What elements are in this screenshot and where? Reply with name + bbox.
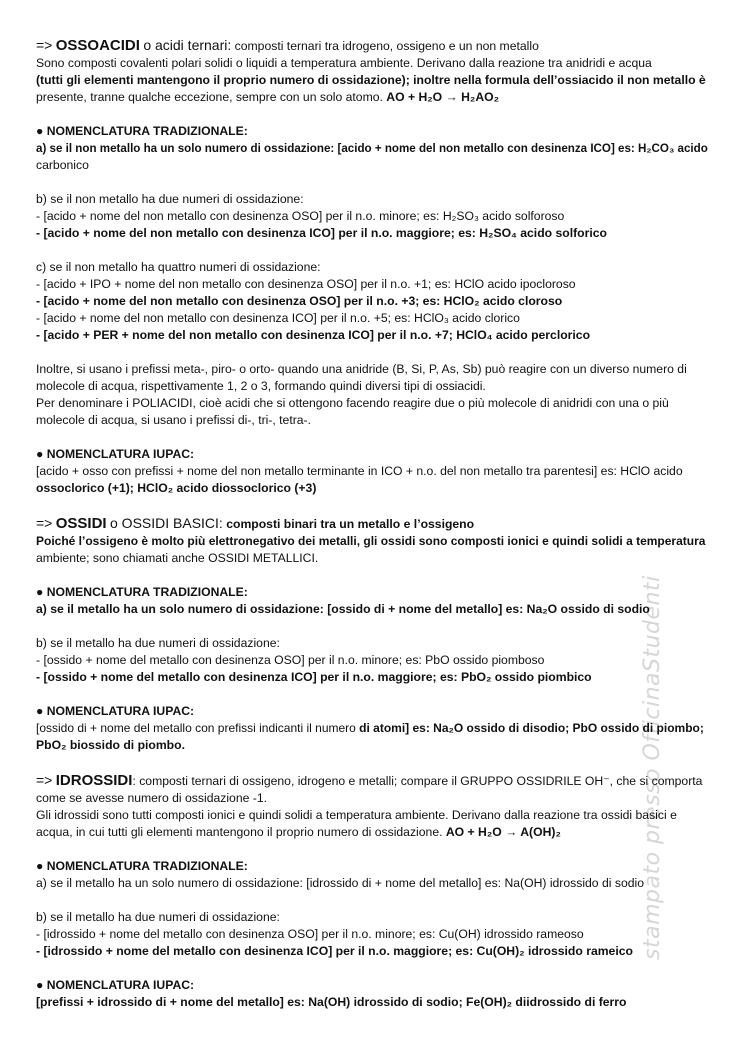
text-line: come se avesse numero di ossidazione -1. — [36, 791, 268, 805]
text-line: Gli idrossidi sono tutti composti ionici e quindi solidi a temperatura ambiente. Derivano dalla reazione tra ossidi basici e — [36, 808, 677, 822]
rule-line: a) se il metallo ha un solo numero di ossidazione: [ossido di + nome del metallo] es: Na₂O ossido di sodio — [36, 602, 650, 616]
text-line: molecole di acqua, rispettivamente 1, 2 o 3, formando quindi diversi tipi di ossiacidi. — [36, 379, 486, 393]
rule-line: - [acido + nome del non metallo con desinenza OSO] per il n.o. minore; es: — [36, 209, 440, 223]
example-formula: H₂CO₃ acido — [638, 142, 708, 155]
rule-line: [ossido di + nome del metallo con prefissi indicanti il numero — [36, 721, 356, 735]
text-line: molecole di acqua, si usano i prefissi di-, tri-, tetra-. — [36, 413, 312, 427]
rule-line: - [ossido + nome del metallo con desinenza ICO] per il n.o. maggiore; es: PbO₂ ossido piombico — [36, 670, 592, 684]
section-heading-ossoacidi — [36, 36, 710, 55]
text-line: carbonico — [36, 158, 89, 172]
text-line: acqua, in cui tutti gli elementi mantengono il proprio numero di ossidazione. — [36, 825, 443, 839]
rule-line: - [idrossido + nome del metallo con desinenza OSO] per il n.o. minore; es: Cu(OH) idrossido rameoso — [36, 927, 584, 941]
rule-line: PbO₂ biossido di piombo. — [36, 738, 185, 752]
section-title: OSSOACIDI — [55, 37, 140, 54]
text-line: (tutti gli elementi mantengono il proprio numero di ossidazione); inoltre nella formula dell’ossiacido il non metallo è — [36, 73, 706, 87]
subheading-iupac: ● NOMENCLATURA IUPAC: — [36, 978, 195, 992]
section-heading-idrossidi — [36, 771, 710, 790]
subheading-iupac: ● NOMENCLATURA IUPAC: — [36, 447, 195, 461]
example-formula: H₂SO₄ acido solforico — [479, 226, 607, 240]
rule-line: [prefissi + idrossido di + nome del metallo] es: Na(OH) idrossido di sodio; Fe(OH)₂ diidrossido di ferro — [36, 995, 627, 1009]
rule-line: ossoclorico (+1); HClO₂ acido diossoclorico (+3) — [36, 481, 317, 495]
section-title-rest: o OSSIDI BASICI: — [110, 515, 223, 531]
text-line: b) se il non metallo ha due numeri di ossidazione: — [36, 192, 304, 206]
text-line: ambiente; sono chiamati anche OSSIDI METALLICI. — [36, 551, 319, 565]
reaction-formula: AO + H₂O → A(OH)₂ — [445, 825, 561, 839]
text-line: Sono composti covalenti polari solidi o liquidi a temperatura ambiente. Derivano dalla reazione tra anidridi e acqua — [36, 56, 652, 70]
section-title: OSSIDI — [55, 515, 107, 532]
text-line: b) se il metallo ha due numeri di ossidazione: — [36, 910, 280, 924]
rule-line: - [acido + nome del non metallo con desinenza ICO] per il n.o. maggiore; es: — [36, 226, 476, 240]
section-description: : composti ternari di ossigeno, idrogeno e metalli; compare il GRUPPO OSSIDRILE OH⁻, che si comporta — [132, 774, 703, 788]
rule-line: - [acido + nome del non metallo con desinenza ICO] per il n.o. +5; es: HClO₃ acido clorico — [36, 311, 520, 325]
subheading-iupac: ● NOMENCLATURA IUPAC: — [36, 704, 195, 718]
reaction-formula: AO + H₂O → H₂AO₂ — [386, 90, 500, 104]
text-line: c) se il non metallo ha quattro numeri di ossidazione: — [36, 260, 321, 274]
arrow-marker: => — [36, 37, 53, 53]
rule-line: - [acido + PER + nome del non metallo con desinenza ICO] per il n.o. +7; HClO₄ acido perclorico — [36, 328, 591, 342]
rule-line: - [acido + IPO + nome del non metallo con desinenza OSO] per il n.o. +1; es: HClO acido ipocloroso — [36, 277, 576, 291]
section-description: composti ternari tra idrogeno, ossigeno e un non metallo — [234, 39, 539, 53]
rule-line: [acido + osso con prefissi + nome del non metallo terminante in ICO + n.o. del non metallo tra parentesi] es: HClO acido — [36, 464, 683, 478]
subheading-traditional: ● NOMENCLATURA TRADIZIONALE: — [36, 585, 248, 599]
example-formula: H₂SO₃ acido solforoso — [442, 209, 565, 223]
rule-line: a) se il metallo ha un solo numero di ossidazione: [idrossido di + nome del metallo] es: Na(OH) idrossido di sodio — [36, 876, 644, 890]
rule-line: - [ossido + nome del metallo con desinenza OSO] per il n.o. minore; es: PbO ossido piomboso — [36, 653, 545, 667]
document-page — [36, 36, 710, 1011]
rule-line: - [idrossido + nome del metallo con desinenza ICO] per il n.o. maggiore; es: Cu(OH)₂ idrossido rameico — [36, 944, 633, 958]
text-line: Per denominare i POLIACIDI, cioè acidi che si ottengono facendo reagire due o più molecole di anidridi con una o più — [36, 396, 669, 410]
arrow-marker: => — [36, 772, 53, 788]
section-title: IDROSSIDI — [55, 772, 133, 789]
watermark: stampato presso OfficinaStudenti — [640, 575, 665, 960]
rule-line: a) se il non metallo ha un solo numero di ossidazione: [acido + nome del non metallo con desinenza ICO] es: — [36, 142, 635, 155]
section-heading-ossidi — [36, 514, 710, 533]
rule-line: di atomi] es: Na₂O ossido di disodio; PbO ossido di piombo; — [359, 721, 704, 735]
arrow-marker: => — [36, 515, 53, 531]
subheading-traditional: ● NOMENCLATURA TRADIZIONALE: — [36, 859, 248, 873]
text-line: Poiché l’ossigeno è molto più elettronegativo dei metalli, gli ossidi sono composti ionici e quindi solidi a temperatura — [36, 534, 706, 548]
text-line: b) se il metallo ha due numeri di ossidazione: — [36, 636, 280, 650]
rule-line: - [acido + nome del non metallo con desinenza OSO] per il n.o. +3; es: HClO₂ acido cloroso — [36, 294, 563, 308]
section-description: composti binari tra un metallo e l’ossigeno — [226, 517, 475, 531]
text-line: Inoltre, si usano i prefissi meta-, piro- o orto- quando una anidride (B, Si, P, As, Sb) può reagire con un diverso numero di — [36, 362, 687, 376]
section-title-rest: o acidi ternari: — [143, 37, 232, 53]
subheading-traditional: ● NOMENCLATURA TRADIZIONALE: — [36, 124, 248, 138]
text-line: presente, tranne qualche eccezione, sempre con un solo atomo. — [36, 90, 383, 104]
